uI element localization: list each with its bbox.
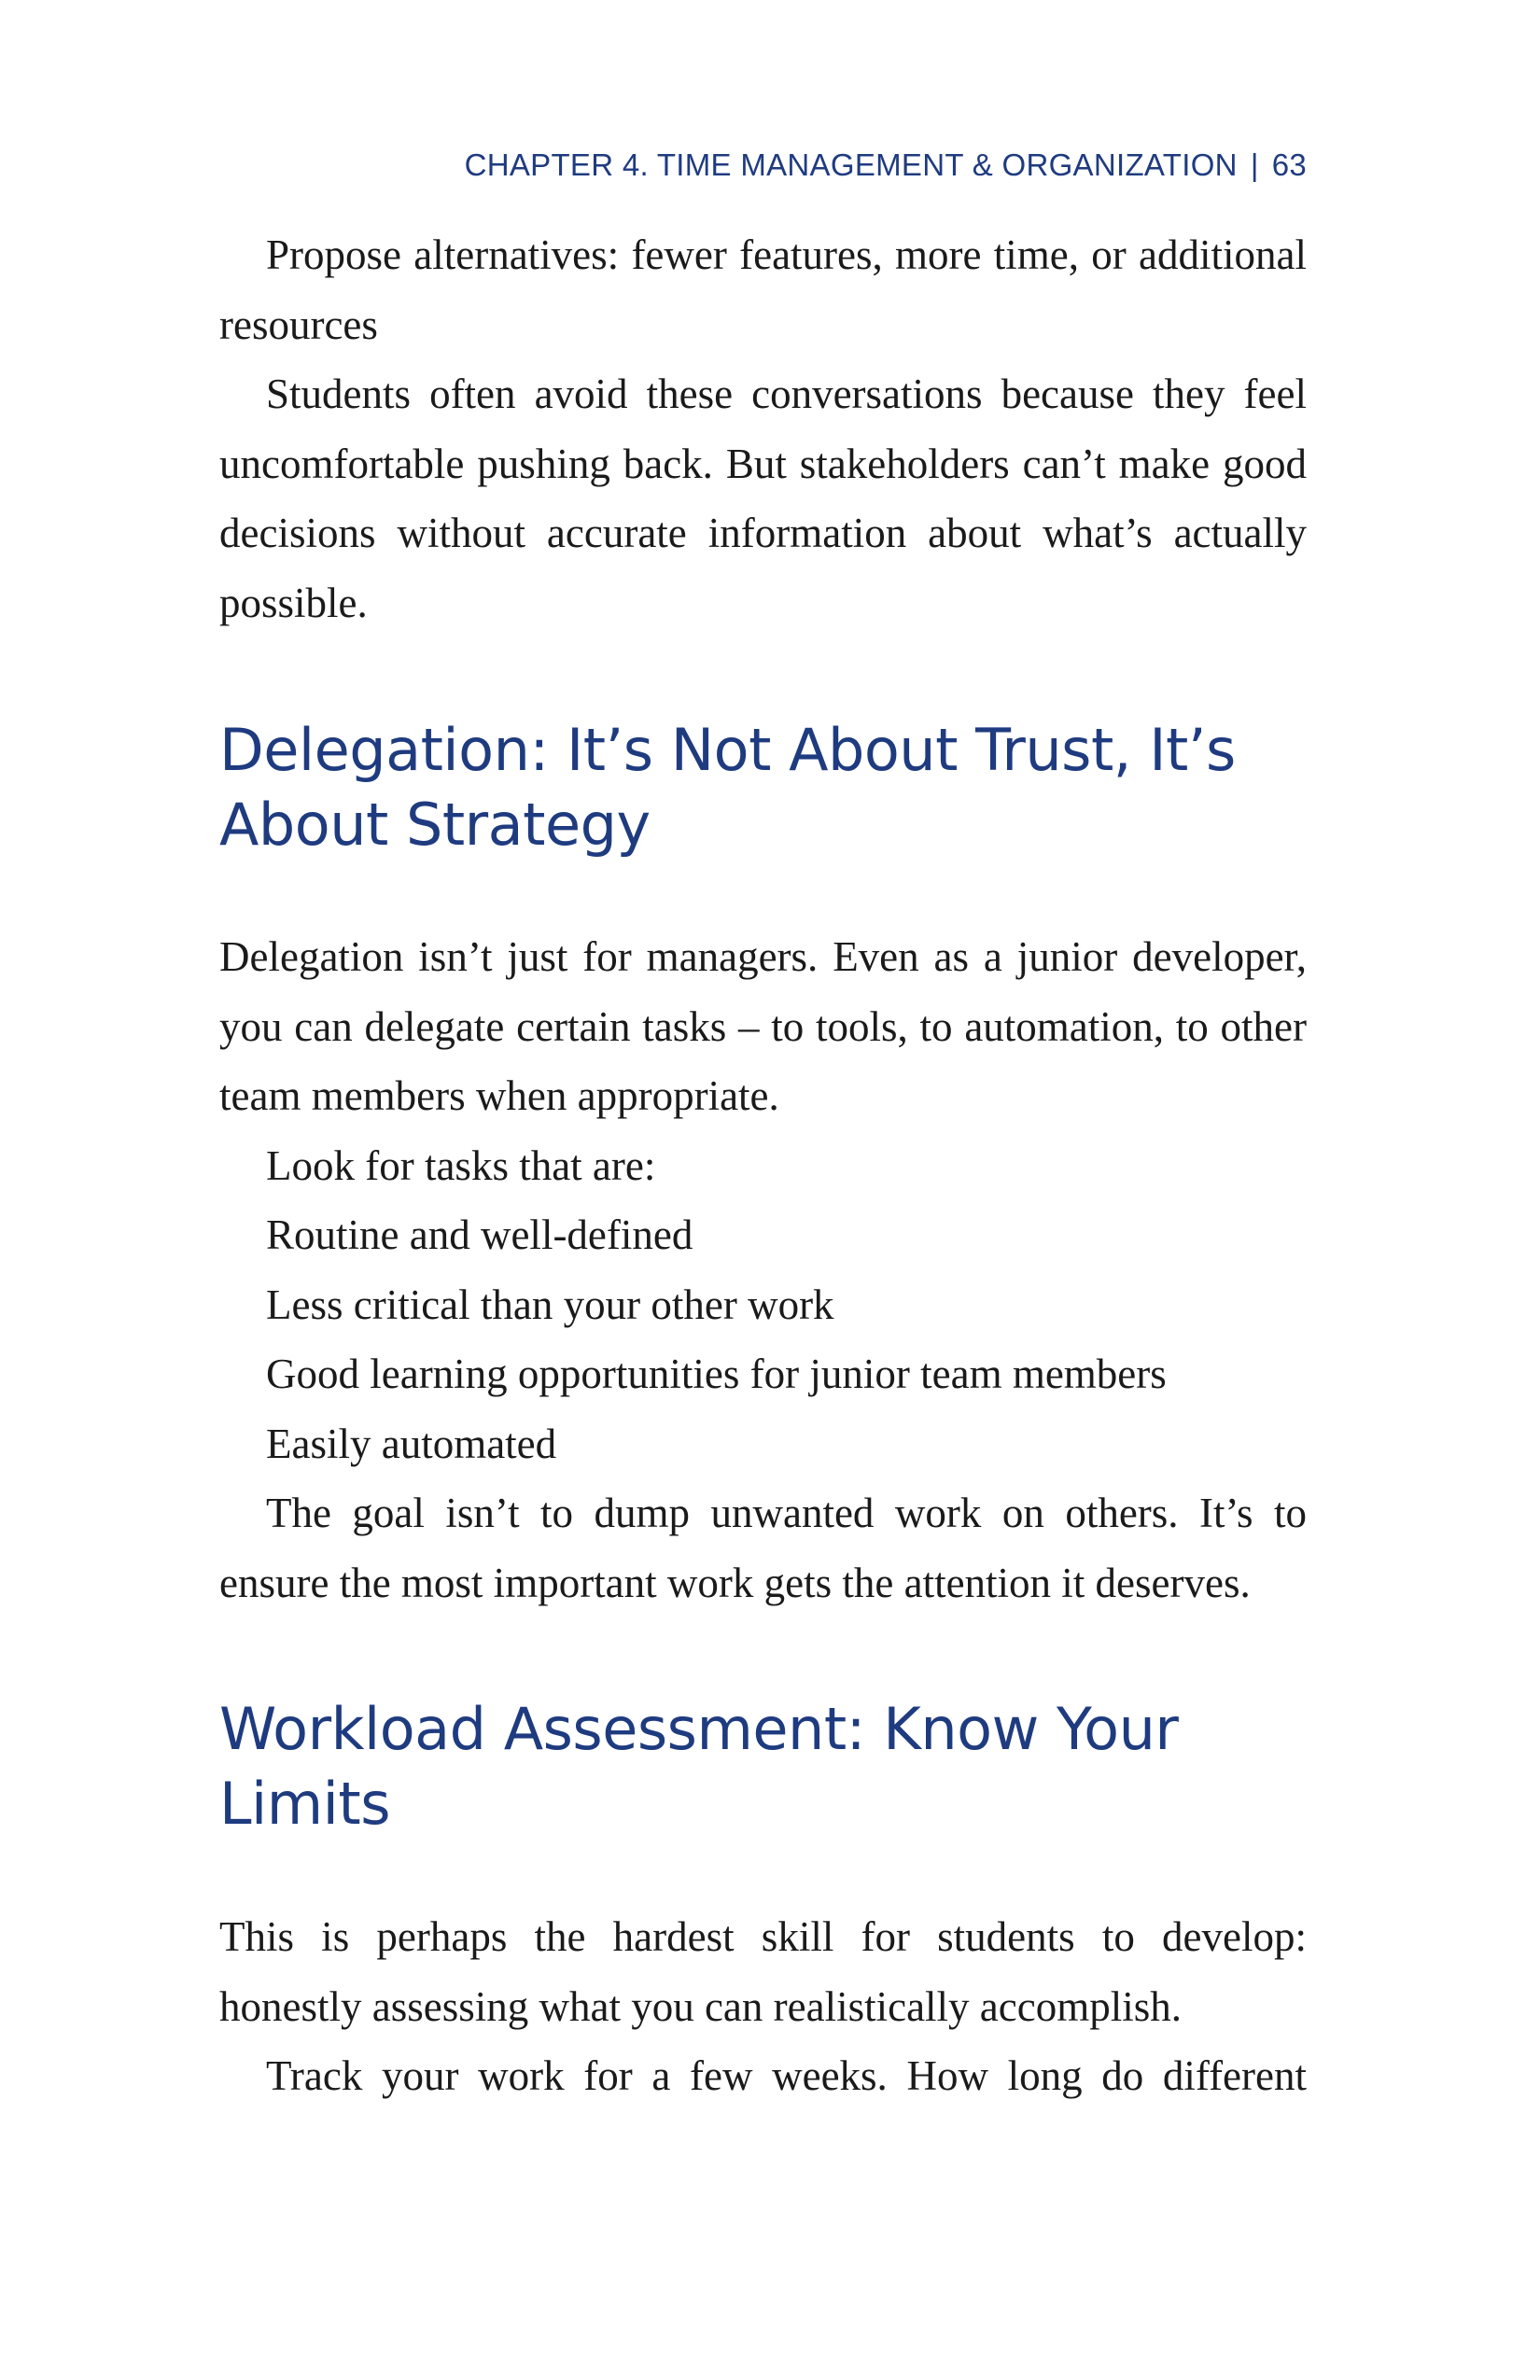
section-heading-delegation (219, 713, 1307, 862)
section-heading-workload-assessment (219, 1692, 1307, 1841)
paragraph-look-for-tasks: Look for tasks that are: (266, 1141, 656, 1189)
running-head-separator: | (1250, 147, 1259, 182)
book-page (219, 0, 1307, 2380)
paragraph-propose-alternatives: Propose alternatives: fewer features, more time, or additional resources (219, 231, 1307, 348)
list-item: Good learning opportunities for junior team members (266, 1351, 1167, 1397)
intro-block (219, 220, 1307, 637)
workload-block (219, 1902, 1307, 2111)
list-item: Easily automated (266, 1420, 557, 1467)
chapter-title: CHAPTER 4. TIME MANAGEMENT & ORGANIZATION (464, 147, 1238, 182)
paragraph-delegation-intro: Delegation isn’t just for managers. Even as a junior developer, you can delegate certain tasks – to tools, to automation, to other team members when appropriate. (219, 933, 1307, 1119)
heading-line: Workload Assessment: Know Your (219, 1695, 1179, 1763)
paragraph-the-goal: The goal isn’t to dump unwanted work on others. It’s to ensure the most important work gets the attention it deserves. (219, 1490, 1307, 1606)
heading-line: About Strategy (219, 791, 651, 859)
heading-line: Delegation: It’s Not About Trust, It’s (219, 716, 1236, 784)
paragraph-track-your-work: Track your work for a few weeks. How long do different (266, 2052, 1307, 2099)
list-item: Routine and well-defined (266, 1211, 693, 1258)
running-head (219, 144, 1307, 187)
heading-line: Limits (219, 1770, 390, 1838)
page-number: 63 (1271, 147, 1307, 182)
list-item: Less critical than your other work (266, 1281, 834, 1328)
paragraph-students-avoid: Students often avoid these conversations because they feel uncomfortable pushing back. But stakeholders can’t make good decisions without accurate information about what’s actually possible. (219, 371, 1307, 626)
paragraph-hardest-skill: This is perhaps the hardest skill for students to develop: honestly assessing what you can realistically accomplish. (219, 1913, 1307, 2030)
delegation-block (219, 922, 1307, 1617)
